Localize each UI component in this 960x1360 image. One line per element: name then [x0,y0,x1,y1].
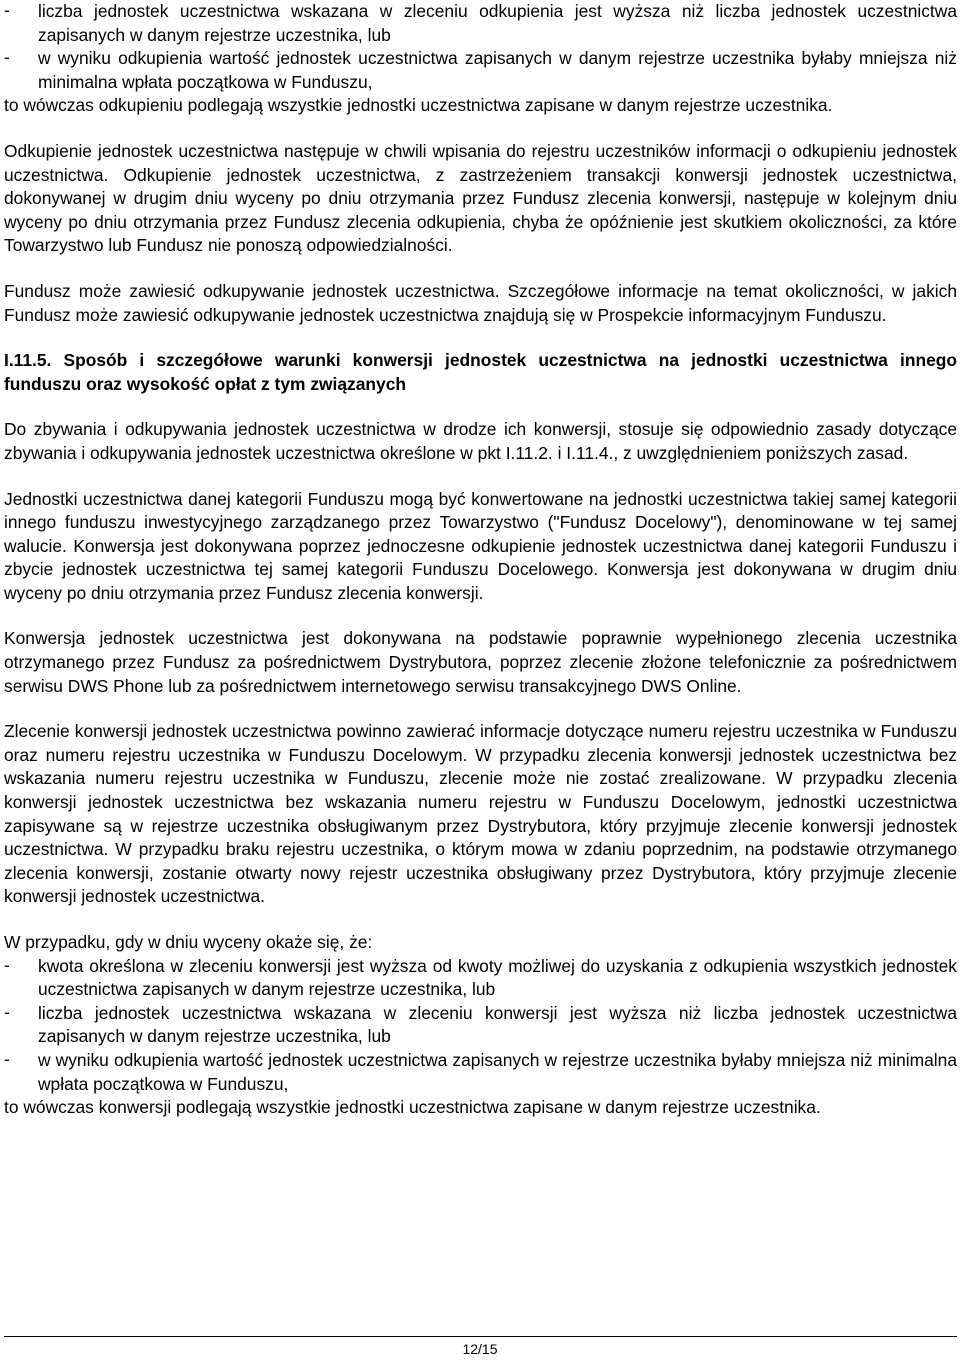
page-number: 12/15 [462,1341,498,1357]
bullet-dash: - [4,0,10,20]
list-item-text: w wyniku odkupienia wartość jednostek uczestnictwa zapisanych w danym rejestrze uczestnika byłaby mniejsza niż minimalna wpłata początkowa w Funduszu, [38,48,957,92]
paragraph-przypadek-lead: W przypadku, gdy w dniu wyceny okaże się, że: [4,932,373,952]
paragraph-zbywanie: Do zbywania i odkupywania jednostek uczestnictwa w drodze ich konwersji, stosuje się odpowiednio zasady dotyczące zbywania i odkupywania jednostek uczestnictwa określone w pkt I.11.2. i I.11.4., z uwzględnieniem poniższych zasad. [4,419,957,463]
footer-divider [4,1336,957,1337]
paragraph-zlecenie: Zlecenie konwersji jednostek uczestnictwa powinno zawierać informacje dotyczące numeru rejestru uczestnika w Funduszu oraz numeru rejestru uczestnika w Funduszu Docelowym. W przypadku zlecenia konwersji jednostek uczestnictwa bez wskazania numeru rejestru uczestnika w Funduszu, zlecenie może nie zostać zrealizowane. W przypadku zlecenia konwersji jednostek uczestnictwa bez wskazania numeru rejestru w Funduszu Docelowym, jednostki uczestnictwa zapisywane są w rejestrze uczestnika obsługiwanym przez Dystrybutora, który przyjmuje zlecenie konwersji jednostek uczestnictwa. W przypadku braku rejestru uczestnika, o którym mowa w zdaniu poprzednim, na podstawie otrzymanego zlecenia konwersji, zostanie otwarty nowy rejestr uczestnika obsługiwany przez Dystrybutora, który przyjmuje zlecenie konwersji jednostek uczestnictwa. [4,721,957,907]
document-page [4,0,957,1120]
list-item [4,1002,957,1049]
list-item [4,0,957,47]
bullet-dash: - [4,954,10,975]
bullet-dash: - [4,1048,10,1069]
list-item-text: liczba jednostek uczestnictwa wskazana w zleceniu konwersji jest wyższa niż liczba jednostek uczestnictwa zapisanych w danym rejestrze uczestnika, lub [38,1002,957,1047]
intro-conclusion: to wówczas odkupieniu podlegają wszystkie jednostki uczestnictwa zapisane w danym rejestrze uczestnika. [4,95,833,116]
list-item [4,1049,957,1096]
bullet-dash: - [4,47,10,68]
section-heading: I.11.5. Sposób i szczegółowe warunki konwersji jednostek uczestnictwa na jednostki uczestnictwa innego funduszu oraz wysokość opłat z tym związanych [4,350,957,394]
list-item [4,955,957,1002]
list-item-text: w wyniku odkupienia wartość jednostek uczestnictwa zapisanych w rejestrze uczestnika byłaby mniejsza niż minimalna wpłata początkowa w Funduszu, [38,1049,957,1094]
list-item-text: kwota określona w zleceniu konwersji jest wyższa od kwoty możliwej do uzyskania z odkupienia wszystkich jednostek uczestnictwa zapisanych w danym rejestrze uczestnika, lub [38,955,957,1000]
bullet-dash: - [4,1001,10,1022]
final-conclusion: to wówczas konwersji podlegają wszystkie jednostki uczestnictwa zapisane w danym rejestrze uczestnika. [4,1097,821,1118]
paragraph-konwersja: Konwersja jednostek uczestnictwa jest dokonywana na podstawie poprawnie wypełnionego zlecenia uczestnika otrzymanego przez Fundusz za pośrednictwem Dystrybutora, poprzez zlecenie złożone telefonicznie za pośrednictwem serwisu DWS Phone lub za pośrednictwem internetowego serwisu transakcyjnego DWS Online. [4,628,957,696]
list-item-text: liczba jednostek uczestnictwa wskazana w zleceniu odkupienia jest wyższa niż liczba jednostek uczestnictwa zapisanych w danym rejestrze uczestnika, lub [38,1,957,45]
list-item [4,47,957,94]
paragraph-jednostki: Jednostki uczestnictwa danej kategorii Funduszu mogą być konwertowane na jednostki uczestnictwa takiej samej kategorii innego funduszu inwestycyjnego zarządzanego przez Towarzystwo ("Fundusz Docelowy"), denominowane w tej samej walucie. Konwersja jest dokonywana poprzez jednoczesne odkupienie jednostek uczestnictwa danej kategorii Funduszu i zbycie jednostek uczestnictwa tej samej kategorii Funduszu Docelowego. Konwersja jest dokonywana w drugim dniu wyceny po dniu otrzymania przez Fundusz zlecenia konwersji. [4,488,957,603]
paragraph-zawieszenie: Fundusz może zawiesić odkupywanie jednostek uczestnictwa. Szczegółowe informacje na temat okoliczności, w jakich Fundusz może zawiesić odkupywanie jednostek uczestnictwa znajdują się w Prospekcie informacyjnym Funduszu. [4,280,957,325]
paragraph-odkupienie: Odkupienie jednostek uczestnictwa następuje w chwili wpisania do rejestru uczestników informacji o odkupieniu jednostek uczestnictwa. Odkupienie jednostek uczestnictwa, z zastrzeżeniem transakcji konwersji jednostek uczestnictwa, dokonywanej w drugim dniu wyceny po dniu otrzymania przez Fundusz zlecenia konwersji, następuje w kolejnym dniu wyceny po dniu otrzymania przez Fundusz zlecenia odkupienia, chyba że opóźnienie jest skutkiem okoliczności, za które Towarzystwo lub Fundusz nie ponoszą odpowiedzialności. [4,140,957,256]
